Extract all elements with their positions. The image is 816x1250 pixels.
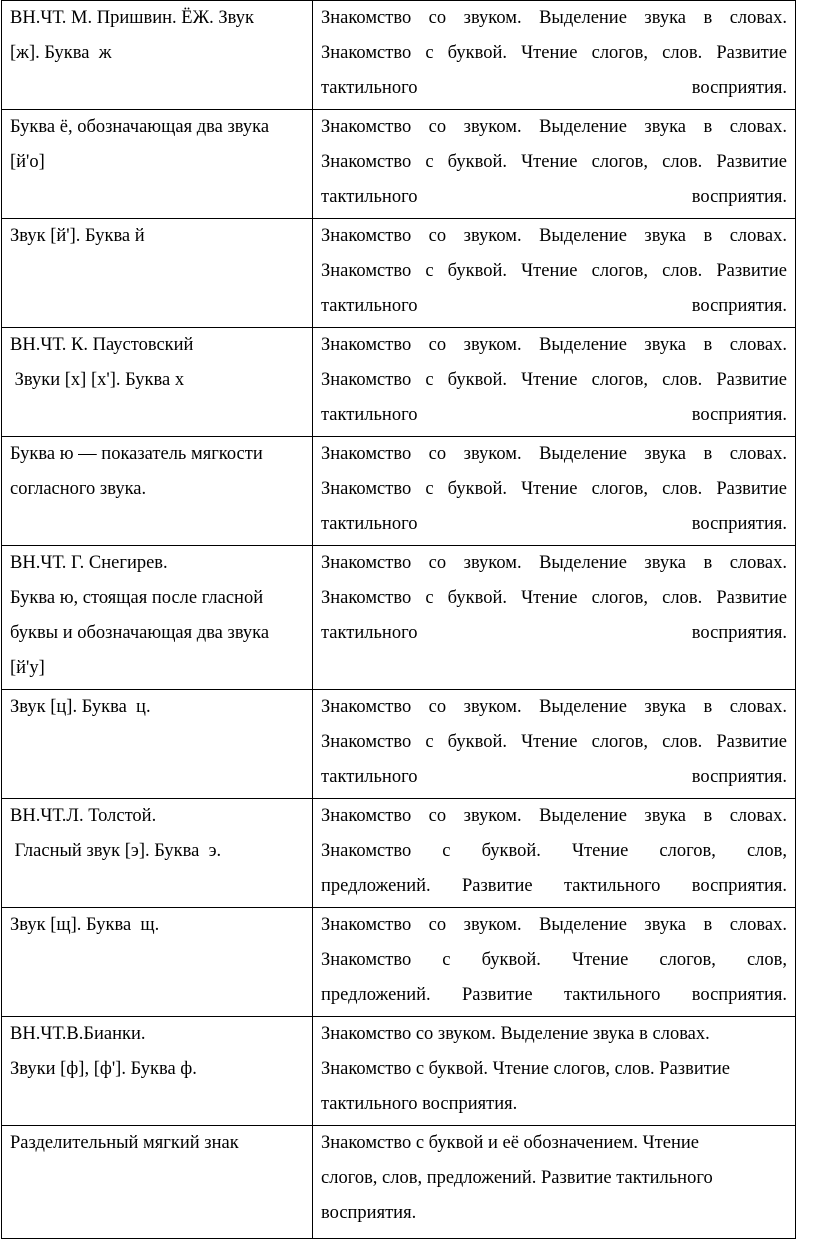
table-row [2,437,796,546]
lesson-description-line: тактильного восприятия. [321,767,787,787]
table-row [2,1,796,110]
lesson-description-line: Знакомство с буквой. Чтение слогов, слов, [321,841,787,861]
lesson-description-cell [313,908,796,1017]
lesson-description-cell [313,328,796,437]
lesson-description-line: Знакомство со звуком. Выделение звука в словах. [321,117,787,137]
lesson-description-line: Знакомство со звуком. Выделение звука в словах. [321,806,787,826]
lesson-topic-line: [й'о] [10,152,45,172]
lesson-description-line: тактильного восприятия. [321,187,787,207]
lesson-topic-cell [2,1126,313,1239]
lesson-topic-cell [2,908,313,1017]
lesson-description-line: тактильного восприятия. [321,296,787,316]
lesson-description-line: Знакомство со звуком. Выделение звука в словах. [321,335,787,355]
lesson-description-line: восприятия. [321,1203,417,1223]
lesson-plan-table [1,0,796,1239]
lesson-description-line: Знакомство со звуком. Выделение звука в словах. [321,697,787,717]
table-row [2,908,796,1017]
lesson-description-cell [313,799,796,908]
lesson-topic-cell [2,110,313,219]
table-row [2,799,796,908]
lesson-description-line: тактильного восприятия. [321,623,787,643]
lesson-topic-line: ВН.ЧТ.Л. Толстой. [10,806,157,826]
lesson-description-line: тактильного восприятия. [321,514,787,534]
lesson-topic-line: ВН.ЧТ. К. Паустовский [10,335,194,355]
lesson-topic-line: Буква ю, стоящая после гласной [10,588,264,608]
lesson-topic-cell [2,328,313,437]
lesson-topic-line: ВН.ЧТ. М. Пришвин. ЁЖ. Звук [10,8,255,28]
table-row [2,110,796,219]
table-row [2,1126,796,1239]
lesson-topic-line: Звук [ц]. Буква ц. [10,697,151,717]
lesson-description-line: Знакомство со звуком. Выделение звука в словах. [321,444,787,464]
lesson-topic-line: Разделительный мягкий знак [10,1133,239,1153]
lesson-description-line: Знакомство со звуком. Выделение звука в словах. [321,553,787,573]
lesson-topic-cell [2,690,313,799]
lesson-description-line: Знакомство с буквой. Чтение слогов, слов. Развитие [321,732,787,752]
lesson-topic-line: Звук [й']. Буква й [10,226,145,246]
lesson-topic-cell [2,219,313,328]
table-row [2,328,796,437]
lesson-description-line: слогов, слов, предложений. Развитие тактильного [321,1168,713,1188]
table-row [2,690,796,799]
lesson-description-line: Знакомство с буквой и её обозначением. Чтение [321,1133,699,1153]
lesson-topic-line: ВН.ЧТ. Г. Снегирев. [10,553,168,573]
lesson-topic-line: Буква ю — показатель мягкости [10,444,263,464]
lesson-topic-line: Буква ё, обозначающая два звука [10,117,270,137]
lesson-topic-line: Звук [щ]. Буква щ. [10,915,160,935]
lesson-description-cell [313,546,796,690]
lesson-topic-line: [й'у] [10,658,45,678]
table-body [2,1,796,1239]
lesson-description-line: Знакомство с буквой. Чтение слогов, слов. Развитие [321,1059,730,1079]
lesson-description-line: предложений. Развитие тактильного восприятия. [321,876,787,896]
lesson-description-line: Знакомство с буквой. Чтение слогов, слов. Развитие [321,588,787,608]
lesson-topic-cell [2,1,313,110]
lesson-description-line: Знакомство с буквой. Чтение слогов, слов. Развитие [321,43,787,63]
lesson-topic-line: согласного звука. [10,479,147,499]
lesson-description-line: Знакомство со звуком. Выделение звука в словах. [321,8,787,28]
lesson-topic-line: Звуки [х] [х']. Буква х [10,370,185,390]
lesson-topic-line: Звуки [ф], [ф']. Буква ф. [10,1059,197,1079]
lesson-description-line: Знакомство с буквой. Чтение слогов, слов. Развитие [321,261,787,281]
lesson-description-line: Знакомство с буквой. Чтение слогов, слов. Развитие [321,370,787,390]
lesson-description-line: Знакомство с буквой. Чтение слогов, слов. Развитие [321,152,787,172]
table-row [2,219,796,328]
lesson-description-line: Знакомство с буквой. Чтение слогов, слов, [321,950,787,970]
lesson-description-line: Знакомство со звуком. Выделение звука в словах. [321,226,787,246]
lesson-description-cell [313,690,796,799]
lesson-description-line: Знакомство со звуком. Выделение звука в словах. [321,1024,710,1044]
lesson-topic-line: [ж]. Буква ж [10,43,112,63]
lesson-description-line: тактильного восприятия. [321,1094,518,1114]
table-row [2,546,796,690]
lesson-topic-cell [2,1017,313,1126]
lesson-description-cell [313,219,796,328]
lesson-description-line: Знакомство со звуком. Выделение звука в словах. [321,915,787,935]
lesson-topic-cell [2,437,313,546]
lesson-description-line: тактильного восприятия. [321,405,787,425]
lesson-description-cell [313,1126,796,1239]
lesson-description-cell [313,110,796,219]
lesson-topic-line: Гласный звук [э]. Буква э. [10,841,222,861]
table-row [2,1017,796,1126]
lesson-description-line: предложений. Развитие тактильного восприятия. [321,985,787,1005]
lesson-topic-line: буквы и обозначающая два звука [10,623,270,643]
lesson-description-cell [313,1,796,110]
lesson-topic-line: ВН.ЧТ.В.Бианки. [10,1024,146,1044]
lesson-description-cell [313,1017,796,1126]
lesson-topic-cell [2,546,313,690]
lesson-topic-cell [2,799,313,908]
lesson-description-cell [313,437,796,546]
lesson-description-line: тактильного восприятия. [321,78,787,98]
lesson-description-line: Знакомство с буквой. Чтение слогов, слов. Развитие [321,479,787,499]
